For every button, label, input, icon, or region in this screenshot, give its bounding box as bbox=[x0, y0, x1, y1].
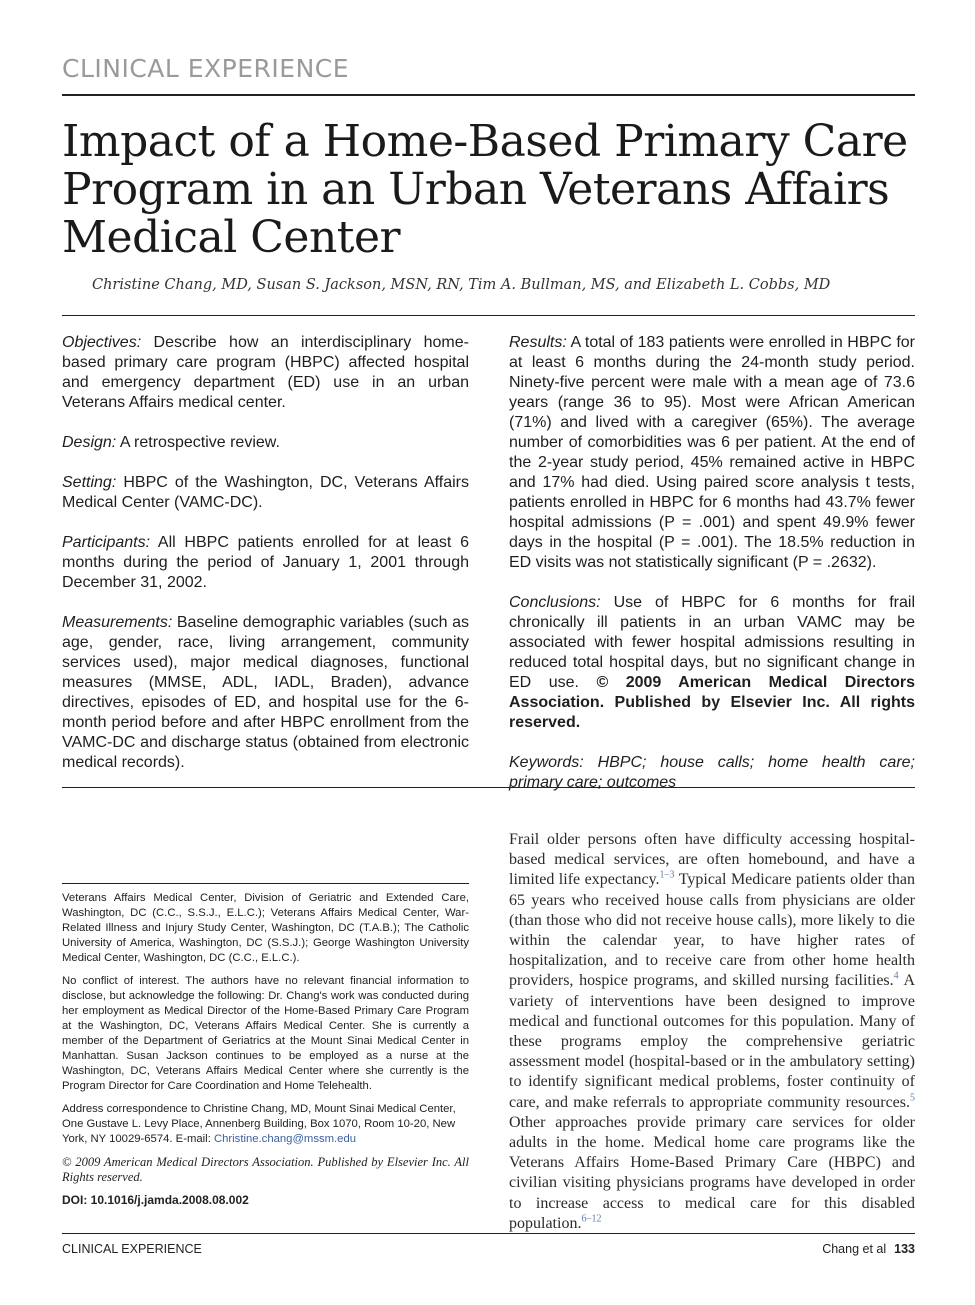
design-text: A retrospective review. bbox=[119, 434, 280, 451]
abstract-copyright: © 2009 American Medical Directors Association. Published by Elsevier Inc. All rights reserved. bbox=[509, 674, 915, 731]
footer-running-head bbox=[822, 1242, 915, 1256]
article-title: Impact of a Home-Based Primary Care Program in an Urban Veterans Affairs Medical Center bbox=[62, 116, 908, 263]
footnote-copyright: © 2009 American Medical Directors Association. Published by Elsevier Inc. All Rights reserved. bbox=[62, 1155, 469, 1184]
conclusions-label: Conclusions: bbox=[509, 594, 601, 611]
email-link[interactable]: Christine.chang@mssm.edu bbox=[213, 1133, 357, 1145]
keywords-text: HBPC; house calls; home health care; primary care; outcomes bbox=[509, 754, 915, 791]
body-sentence-1: Frail older persons often have difficulty accessing hospital-based medical services, are often homebound, and have a limited life expectancy. bbox=[509, 831, 915, 889]
participants-label: Participants: bbox=[62, 534, 151, 551]
objectives-text: Describe how an interdisciplinary home-based primary care program (HBPC) affected hospital and emergency department (ED) use in an urban Veterans Affairs medical center. bbox=[62, 334, 469, 411]
footer-rule bbox=[62, 1233, 915, 1234]
abstract-results bbox=[509, 333, 915, 573]
setting-label: Setting: bbox=[62, 474, 117, 491]
correspondence-note bbox=[62, 1102, 469, 1147]
footer-section: CLINICAL EXPERIENCE bbox=[62, 1242, 202, 1256]
objectives-label: Objectives: bbox=[62, 334, 142, 351]
page-number: 133 bbox=[894, 1242, 915, 1256]
setting-text: HBPC of the Washington, DC, Veterans Affairs Medical Center (VAMC-DC). bbox=[62, 474, 470, 511]
header-rule bbox=[62, 94, 915, 96]
abstract-left-column bbox=[62, 333, 469, 793]
abstract-design bbox=[62, 433, 469, 453]
citation-link-4[interactable]: 6–12 bbox=[581, 1213, 602, 1225]
abstract-conclusions bbox=[509, 593, 915, 733]
abstract-setting bbox=[62, 473, 469, 513]
conflict-note: No conflict of interest. The authors have no relevant financial information to disclose, but acknowledge the following: Dr. Chang's work was conducted during her employment as Medical Director of the Home-Based Primary Care Program at the Washington, DC, Veterans Affairs Medical Center. She is currently a member of the Department of Geriatrics at the Mount Sinai Medical Center in Manhattan. Susan Jackson continues to be employed as a nurse at the Washington, DC, Veterans Affairs Medical Center where she currently is the Program Director for Care Coordination and Home Telehealth. bbox=[62, 975, 469, 1092]
abstract-participants bbox=[62, 533, 469, 593]
keywords-label: Keywords: bbox=[509, 754, 584, 771]
measurements-label: Measurements: bbox=[62, 614, 173, 631]
body-sentence-2: Typical Medicare patients older than 65 years who received house calls from physicians are older (than those who did not receive house calls), more likely to die within the calendar year, to have higher rates of hospitalization, and to receive care from other home health providers, hospice programs, and skilled nursing facilities. bbox=[509, 871, 915, 990]
abstract-right-column bbox=[509, 333, 915, 813]
affiliations-note: Veterans Affairs Medical Center, Division of Geriatric and Extended Care, Washington, DC (C.C., S.S.J., E.L.C.); Veterans Affairs Medical Center, War-Related Illness and Injury Study Center, Washington, DC (T.A.B.); The Catholic University of America, Washington, DC (S.S.J.); George Washington University Medical Center, Washington, DC (C.C., E.L.C.). bbox=[62, 892, 469, 964]
abstract-measurements bbox=[62, 613, 469, 773]
abstract-top-rule bbox=[62, 315, 915, 316]
footnote-rule bbox=[62, 883, 469, 884]
correspondence-address: Address correspondence to Christine Chang, MD, Mount Sinai Medical Center, One Gustave L. Levy Place, Annenberg Building, Box 1070, Room 10-20, New York, NY 10029-6574. E-mail: bbox=[62, 1103, 456, 1145]
body-paragraph bbox=[509, 830, 915, 1234]
body-sentence-4: Other approaches provide primary care services for older adults in the home. Medical home care programs like the Veterans Affairs Home-Based Primary Care (HBPC) and civilian visiting physicians programs have developed in order to increase access to medical care for this disabled population. bbox=[509, 1113, 915, 1232]
citation-link-3[interactable]: 5 bbox=[910, 1092, 915, 1104]
running-author: Chang et al bbox=[822, 1242, 887, 1256]
footnotes bbox=[62, 891, 469, 1216]
doi[interactable]: DOI: 10.1016/j.jamda.2008.08.002 bbox=[62, 1193, 249, 1207]
results-text: A total of 183 patients were enrolled in HBPC for at least 6 months during the 24-month study period. Ninety-five percent were male with a mean age of 73.6 years (range 36 to 95). Most were African American (71%) and lived with a caregiver (65%). The average number of comorbidities was 6 per patient. At the end of the 2-year study period, 45% remained active in HBPC and 17% had died. Using paired score analysis t tests, patients enrolled in HBPC for 6 months had 43.7% fewer hospital admissions (P = .001) and spent 49.9% fewer days in the hospital (P = .001). The 18.5% reduction in ED visits was not statistically significant (P = .2632). bbox=[509, 334, 915, 571]
citation-link-1[interactable]: 1–3 bbox=[659, 870, 675, 882]
results-label: Results: bbox=[509, 334, 567, 351]
abstract-objectives bbox=[62, 333, 469, 413]
citation-link-2[interactable]: 4 bbox=[893, 971, 899, 983]
design-label: Design: bbox=[62, 434, 117, 451]
participants-text: All HBPC patients enrolled for at least 6 months during the period of January 1, 2001 through December 31, 2002. bbox=[62, 534, 470, 591]
body-sentence-3: A variety of interventions have been designed to improve medical and functional outcomes for this population. Many of these programs employ the comprehensive geriatric assessment model (hospital-based or in the ambulatory setting) to identify significant medical problems, foster continuity of care, and make referrals to appropriate community resources. bbox=[509, 972, 916, 1111]
measurements-text: Baseline demographic variables (such as age, gender, race, living arrangement, community services used), major medical diagnoses, functional measures (MMSE, ADL, IADL, Braden), advance directives, episodes of ED, and hospital use for the 6-month period before and after HBPC enrollment from the VAMC-DC and discharge status (obtained from electronic medical records). bbox=[62, 614, 469, 771]
section-label: CLINICAL EXPERIENCE bbox=[62, 54, 350, 83]
abstract-bottom-rule bbox=[62, 787, 915, 788]
author-list: Christine Chang, MD, Susan S. Jackson, MSN, RN, Tim A. Bullman, MS, and Elizabeth L. Cobbs, MD bbox=[92, 277, 831, 293]
conclusions-text: Use of HBPC for 6 months for frail chronically ill patients in an urban VAMC may be associated with fewer hospital admissions resulting in reduced total hospital days, but no significant change in ED use. bbox=[509, 594, 916, 691]
